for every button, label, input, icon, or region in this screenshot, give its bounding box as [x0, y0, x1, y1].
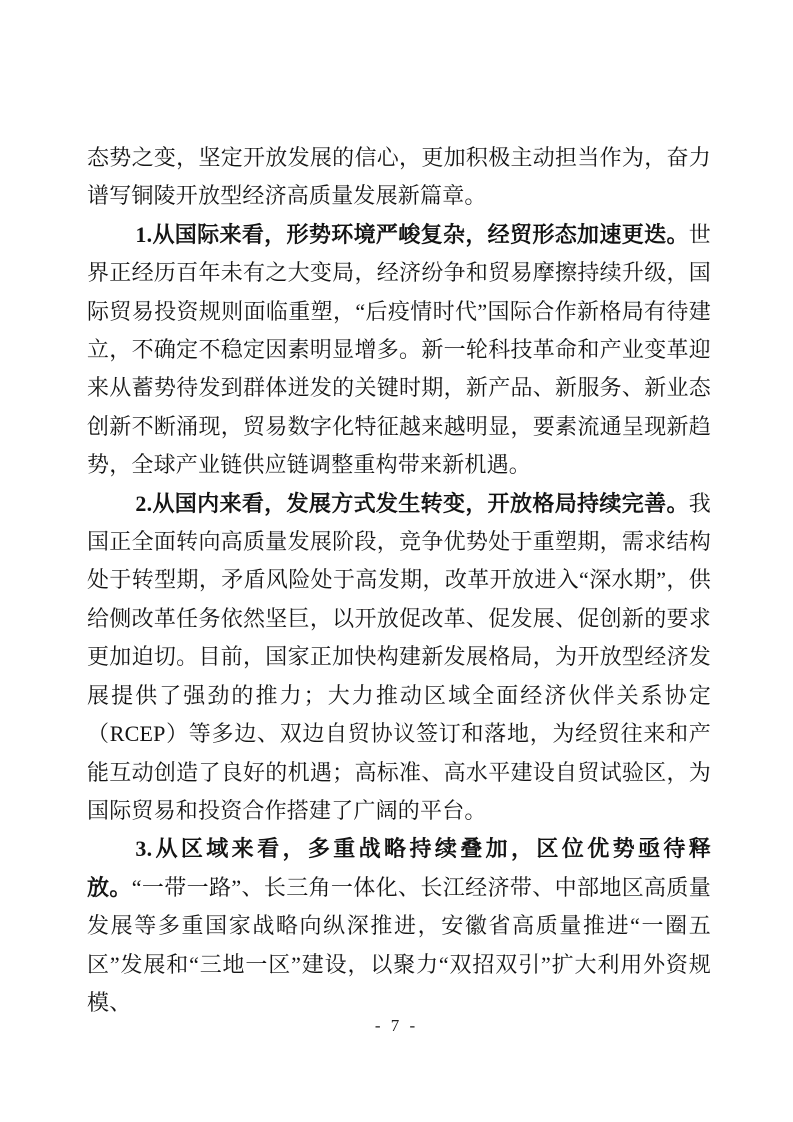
- paragraph-body: 我国正全面转向高质量发展阶段，竞争优势处于重塑期，需求结构处于转型期，矛盾风险处于高发期，改革开放进入“深水期”，供给侧改革任务依然坚巨，以开放促改革、促发展、促创新的要求更加迫切。目前，国家正加快构建新发展格局，为开放型经济发展提供了强劲的推力；大力推动区域全面经济伙伴关系协定（RCEP）等多边、双边自贸协议签订和落地，为经贸往来和产能互动创造了良好的机遇；高标准、高水平建设自贸试验区，为国际贸易和投资合作搭建了广阔的平台。: [87, 490, 711, 823]
- paragraph-lead: 3.从区域来看，多重战略持续叠加，区位优势亟待释放。: [87, 836, 711, 900]
- paragraph-domestic: [87, 485, 711, 831]
- paragraph-continuation: [87, 139, 711, 216]
- paragraph-lead: 1.从国际来看，形势环境严峻复杂，经贸形态加速更迭。: [135, 221, 689, 247]
- paragraph-international: [87, 216, 711, 485]
- paragraph-regional: [87, 830, 711, 1022]
- paragraph-lead: 2.从国内来看，发展方式发生转变，开放格局持续完善。: [135, 490, 689, 516]
- paragraph-body: “一带一路”、长三角一体化、长江经济带、中部地区高质量发展等多重国家战略向纵深推进，安徽省高质量推进“一圈五区”发展和“三地一区”建设，以聚力“双招双引”扩大利用外资规模、: [87, 874, 711, 1015]
- paragraph-body: 态势之变，坚定开放发展的信心，更加积极主动担当作为，奋力谱写铜陵开放型经济高质量发展新篇章。: [87, 145, 711, 209]
- document-body: [87, 139, 711, 1022]
- page-number: - 7 -: [374, 1016, 419, 1035]
- paragraph-body: 世界正经历百年未有之大变局，经济纷争和贸易摩擦持续升级，国际贸易投资规则面临重塑，“后疫情时代”国际合作新格局有待建立，不确定不稳定因素明显增多。新一轮科技革命和产业变革迎来从蓄势待发到群体迸发的关键时期，新产品、新服务、新业态创新不断涌现，贸易数字化特征越来越明显，要素流通呈现新趋势，全球产业链供应链调整重构带来新机遇。: [87, 221, 711, 478]
